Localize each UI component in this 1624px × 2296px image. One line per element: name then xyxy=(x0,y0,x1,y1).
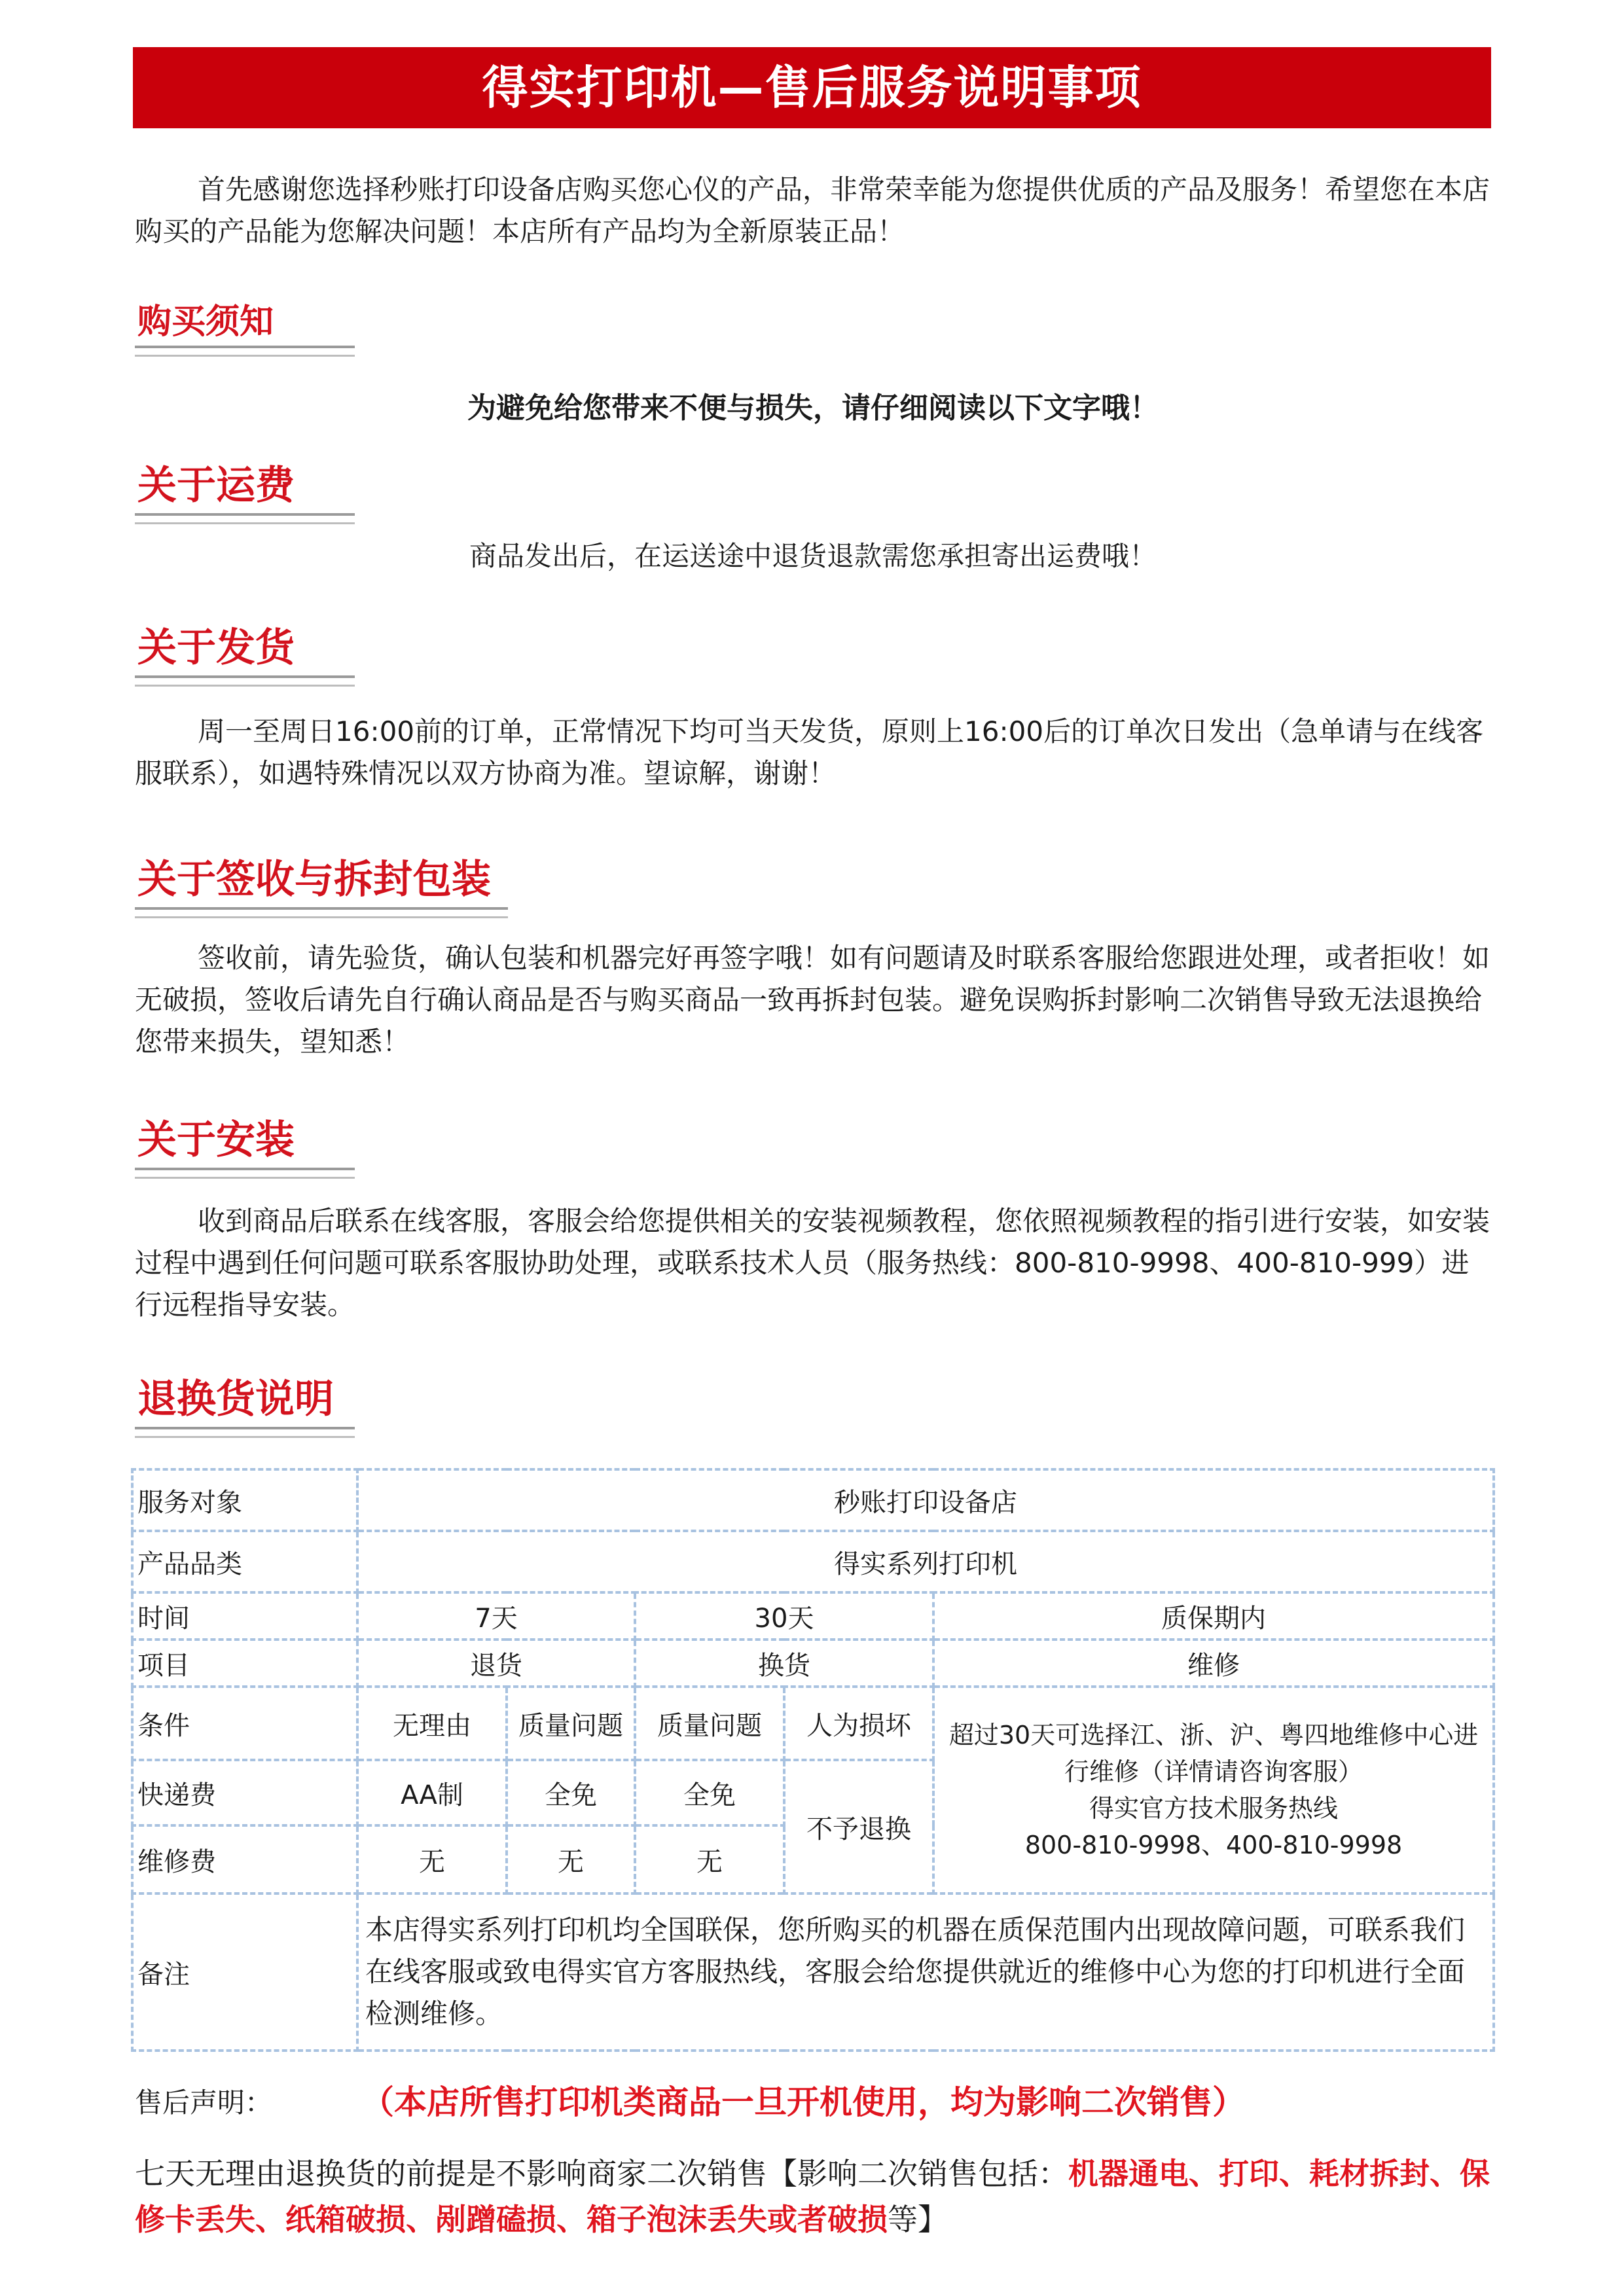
page-title: 得实打印机—售后服务说明事项 xyxy=(133,47,1491,128)
condition-quality-return: 质量问题 xyxy=(507,1687,635,1760)
returns-heading-underline xyxy=(135,1427,355,1438)
policy-prefix: 七天无理由退换货的前提是不影响商家二次销售【影响二次销售包括： xyxy=(135,2156,1068,2191)
installation-text: 收到商品后联系在线客服，客服会给您提供相关的安装视频教程，您依照视频教程的指引进行安装，如安装过程中遇到任何问题可联系客服协助处理，或联系技术人员（服务热线：800-810-9998、400-810-999）进行远程指导安装。 xyxy=(135,1205,1490,1321)
declaration-text: （本店所售打印机类商品一旦开机使用，均为影响二次销售） xyxy=(361,2083,1245,2121)
table-row xyxy=(132,1640,1494,1687)
warranty-line-1: 超过30天可选择江、浙、沪、粤四地维修中心进 xyxy=(948,1721,1479,1749)
no-return: 不予退换 xyxy=(784,1760,933,1893)
delivery-heading-underline xyxy=(135,675,355,687)
warranty-info xyxy=(933,1687,1494,1893)
purchase-heading-underline xyxy=(135,346,355,357)
time-7-days: 7天 xyxy=(357,1592,635,1640)
service-value: 秒账打印设备店 xyxy=(357,1469,1494,1531)
shipping-label: 快递费 xyxy=(132,1760,357,1825)
service-label: 服务对象 xyxy=(132,1469,357,1531)
condition-quality-exchange: 质量问题 xyxy=(635,1687,784,1760)
item-return: 退货 xyxy=(357,1640,635,1687)
time-30-days: 30天 xyxy=(635,1592,933,1640)
item-repair: 维修 xyxy=(933,1640,1494,1687)
policy-highlight: 机器通电、打印、耗材拆封、保修卡丢失、纸箱破损、剐蹭磕损、箱子泡沫丢失或者破损 xyxy=(135,2156,1490,2237)
policy-suffix: 等】 xyxy=(888,2202,948,2237)
delivery-heading: 关于发货 xyxy=(137,625,295,671)
repair-fee-none-2: 无 xyxy=(507,1825,635,1893)
installation-heading: 关于安装 xyxy=(137,1117,295,1163)
purchase-notice: 为避免给您带来不便与损失，请仔细阅读以下文字哦！ xyxy=(467,391,1159,425)
table-row xyxy=(132,1531,1494,1592)
policy-paragraph xyxy=(135,2151,1496,2242)
shipping-fee-heading-underline xyxy=(135,513,355,524)
category-label: 产品品类 xyxy=(132,1531,357,1592)
purchase-heading: 购买须知 xyxy=(137,302,274,342)
repair-fee-none-1: 无 xyxy=(357,1825,507,1893)
condition-no-reason: 无理由 xyxy=(357,1687,507,1760)
warranty-line-3: 得实官方技术服务热线 xyxy=(1089,1794,1339,1823)
shipping-aa: AA制 xyxy=(357,1760,507,1825)
category-value: 得实系列打印机 xyxy=(357,1531,1494,1592)
notes-text: 本店得实系列打印机均全国联保，您所购买的机器在质保范围内出现故障问题，可联系我们在线客服或致电得实官方客服热线，客服会给您提供就近的维修中心为您的打印机进行全面检测维修。 xyxy=(365,1914,1466,2030)
item-exchange: 换货 xyxy=(635,1640,933,1687)
receipt-heading-underline xyxy=(135,907,508,918)
time-warranty: 质保期内 xyxy=(933,1592,1494,1640)
intro-paragraph: 首先感谢您选择秒账打印设备店购买您心仪的产品，非常荣幸能为您提供优质的产品及服务！希望您在本店购买的产品能为您解决问题！本店所有产品均为全新原装正品！ xyxy=(135,173,1490,247)
receipt-heading: 关于签收与拆封包装 xyxy=(137,857,491,903)
warranty-hotline: 800-810-9998、400-810-9998 xyxy=(1024,1831,1403,1859)
condition-label: 条件 xyxy=(132,1687,357,1760)
table-row xyxy=(132,1592,1494,1640)
returns-heading: 退换货说明 xyxy=(137,1376,334,1422)
repair-fee-none-3: 无 xyxy=(635,1825,784,1893)
table-row xyxy=(132,1893,1494,2051)
receipt-text: 签收前，请先验货，确认包装和机器完好再签字哦！如有问题请及时联系客服给您跟进处理，或者拒收！如无破损，签收后请先自行确认商品是否与购买商品一致再拆封包装。避免误购拆封影响二次销售导致无法退换给您带来损失，望知悉！ xyxy=(135,942,1490,1058)
installation-heading-underline xyxy=(135,1168,355,1179)
declaration-label: 售后声明： xyxy=(135,2087,273,2119)
table-row xyxy=(132,1469,1494,1531)
repair-fee-label: 维修费 xyxy=(132,1825,357,1893)
shipping-free-exchange: 全免 xyxy=(635,1760,784,1825)
notes-label: 备注 xyxy=(132,1893,357,2051)
condition-human-damage: 人为损坏 xyxy=(784,1687,933,1760)
time-label: 时间 xyxy=(132,1592,357,1640)
warranty-line-2: 行维修（详情请咨询客服） xyxy=(1064,1757,1363,1786)
item-label: 项目 xyxy=(132,1640,357,1687)
table-row xyxy=(132,1687,1494,1760)
shipping-fee-heading: 关于运费 xyxy=(137,463,295,509)
notes-cell xyxy=(357,1893,1494,2051)
returns-table xyxy=(131,1468,1495,2052)
shipping-fee-text: 商品发出后，在运送途中退货退款需您承担寄出运费哦！ xyxy=(469,540,1157,572)
delivery-text: 周一至周日16:00前的订单，正常情况下均可当天发货，原则上16:00后的订单次日发出（急单请与在线客服联系），如遇特殊情况以双方协商为准。望谅解，谢谢！ xyxy=(135,715,1484,789)
shipping-free-return: 全免 xyxy=(507,1760,635,1825)
